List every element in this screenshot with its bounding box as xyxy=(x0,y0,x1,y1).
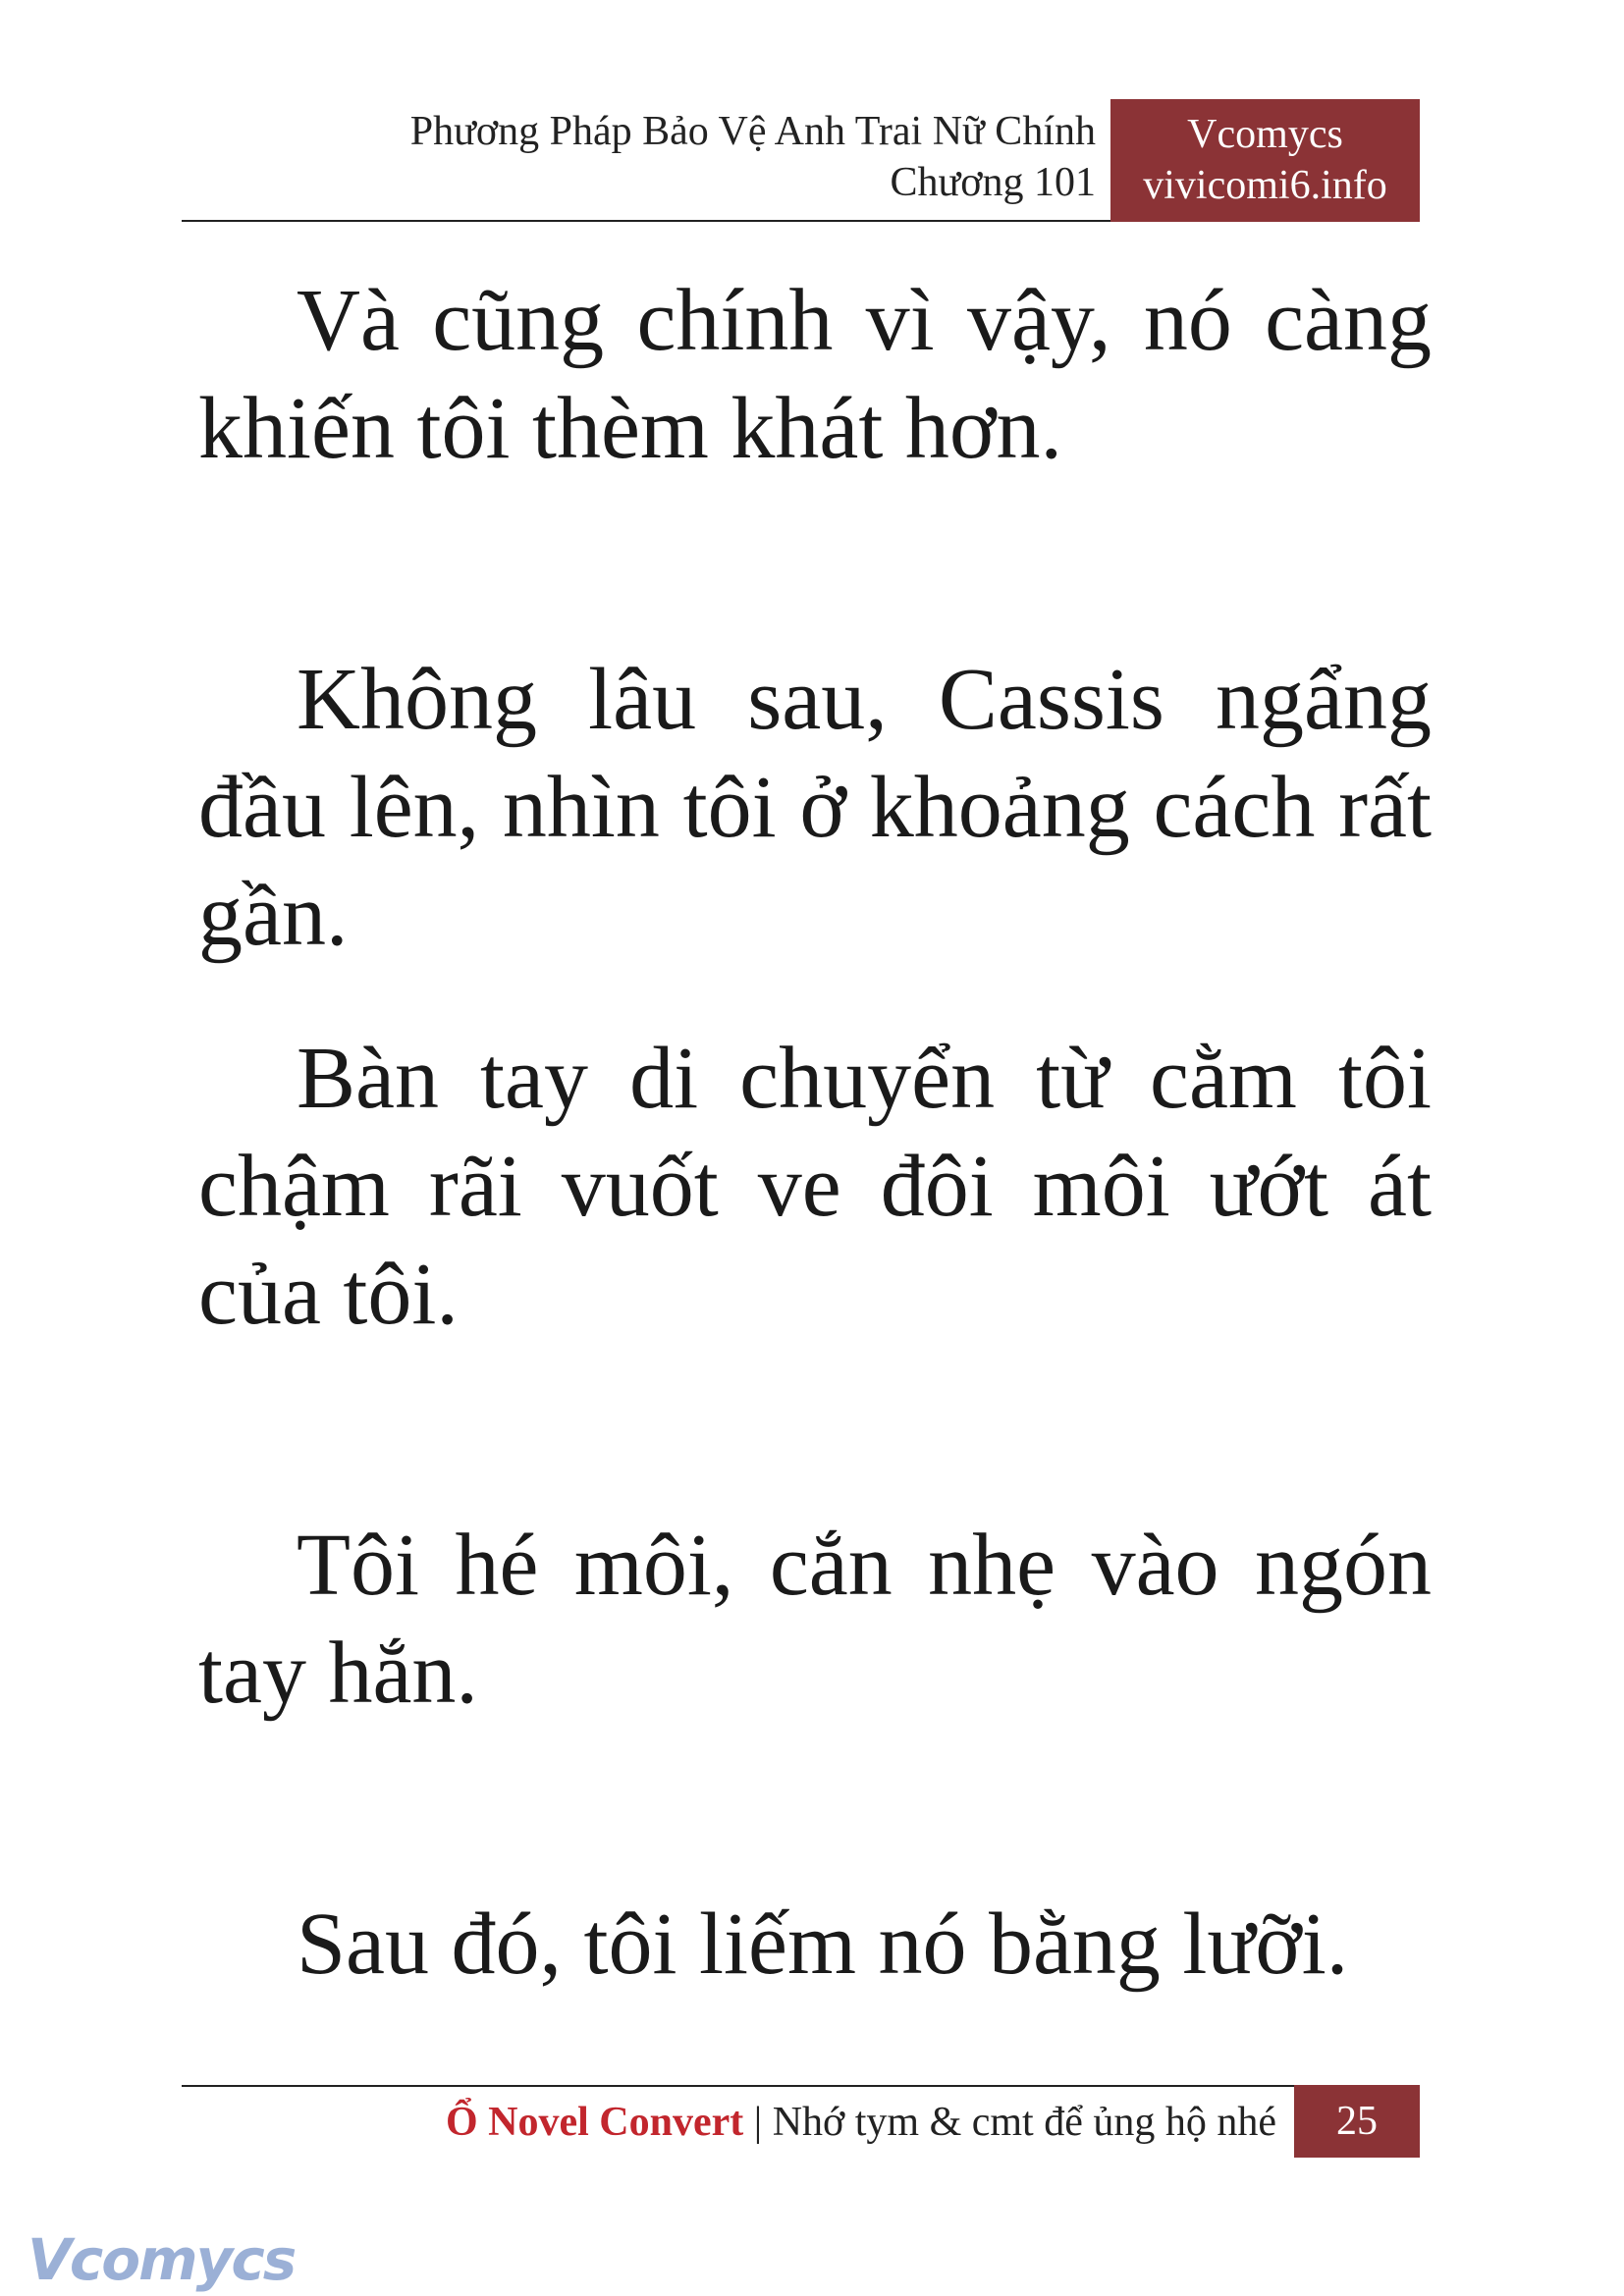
paragraph: Tôi hé môi, cắn nhẹ vào ngón tay hắn. xyxy=(198,1517,1432,1722)
header-brand-box xyxy=(1110,99,1420,222)
paragraph: Không lâu sau, Cassis ngẩng đầu lên, nhìn tôi ở khoảng cách rất gần. xyxy=(198,651,1432,964)
footer-divider xyxy=(182,2085,1294,2087)
running-header xyxy=(410,106,1096,208)
footer-brand: Ổ Novel Convert xyxy=(445,2100,744,2145)
paragraph: Và cũng chính vì vậy, nó càng khiến tôi thèm khát hơn. xyxy=(198,272,1432,477)
footer-separator: | xyxy=(743,2100,773,2145)
watermark-logo: Vcomycs xyxy=(27,2226,296,2293)
brand-name: Vcomycs xyxy=(1187,112,1343,157)
page-number: 25 xyxy=(1294,2085,1420,2158)
book-title: Phương Pháp Bảo Vệ Anh Trai Nữ Chính xyxy=(409,109,1096,154)
header-divider xyxy=(182,220,1110,222)
footer-message: Nhớ tym & cmt để ủng hộ nhé xyxy=(772,2100,1276,2145)
paragraph: Bàn tay di chuyển từ cằm tôi chậm rãi vuốt ve đôi môi ướt át của tôi. xyxy=(198,1030,1432,1343)
paragraph: Sau đó, tôi liếm nó bằng lưỡi. xyxy=(297,1896,1349,1993)
footer-note xyxy=(446,2097,1276,2148)
chapter-label: Chương 101 xyxy=(890,160,1096,205)
brand-site: vivicomi6.info xyxy=(1143,163,1387,208)
